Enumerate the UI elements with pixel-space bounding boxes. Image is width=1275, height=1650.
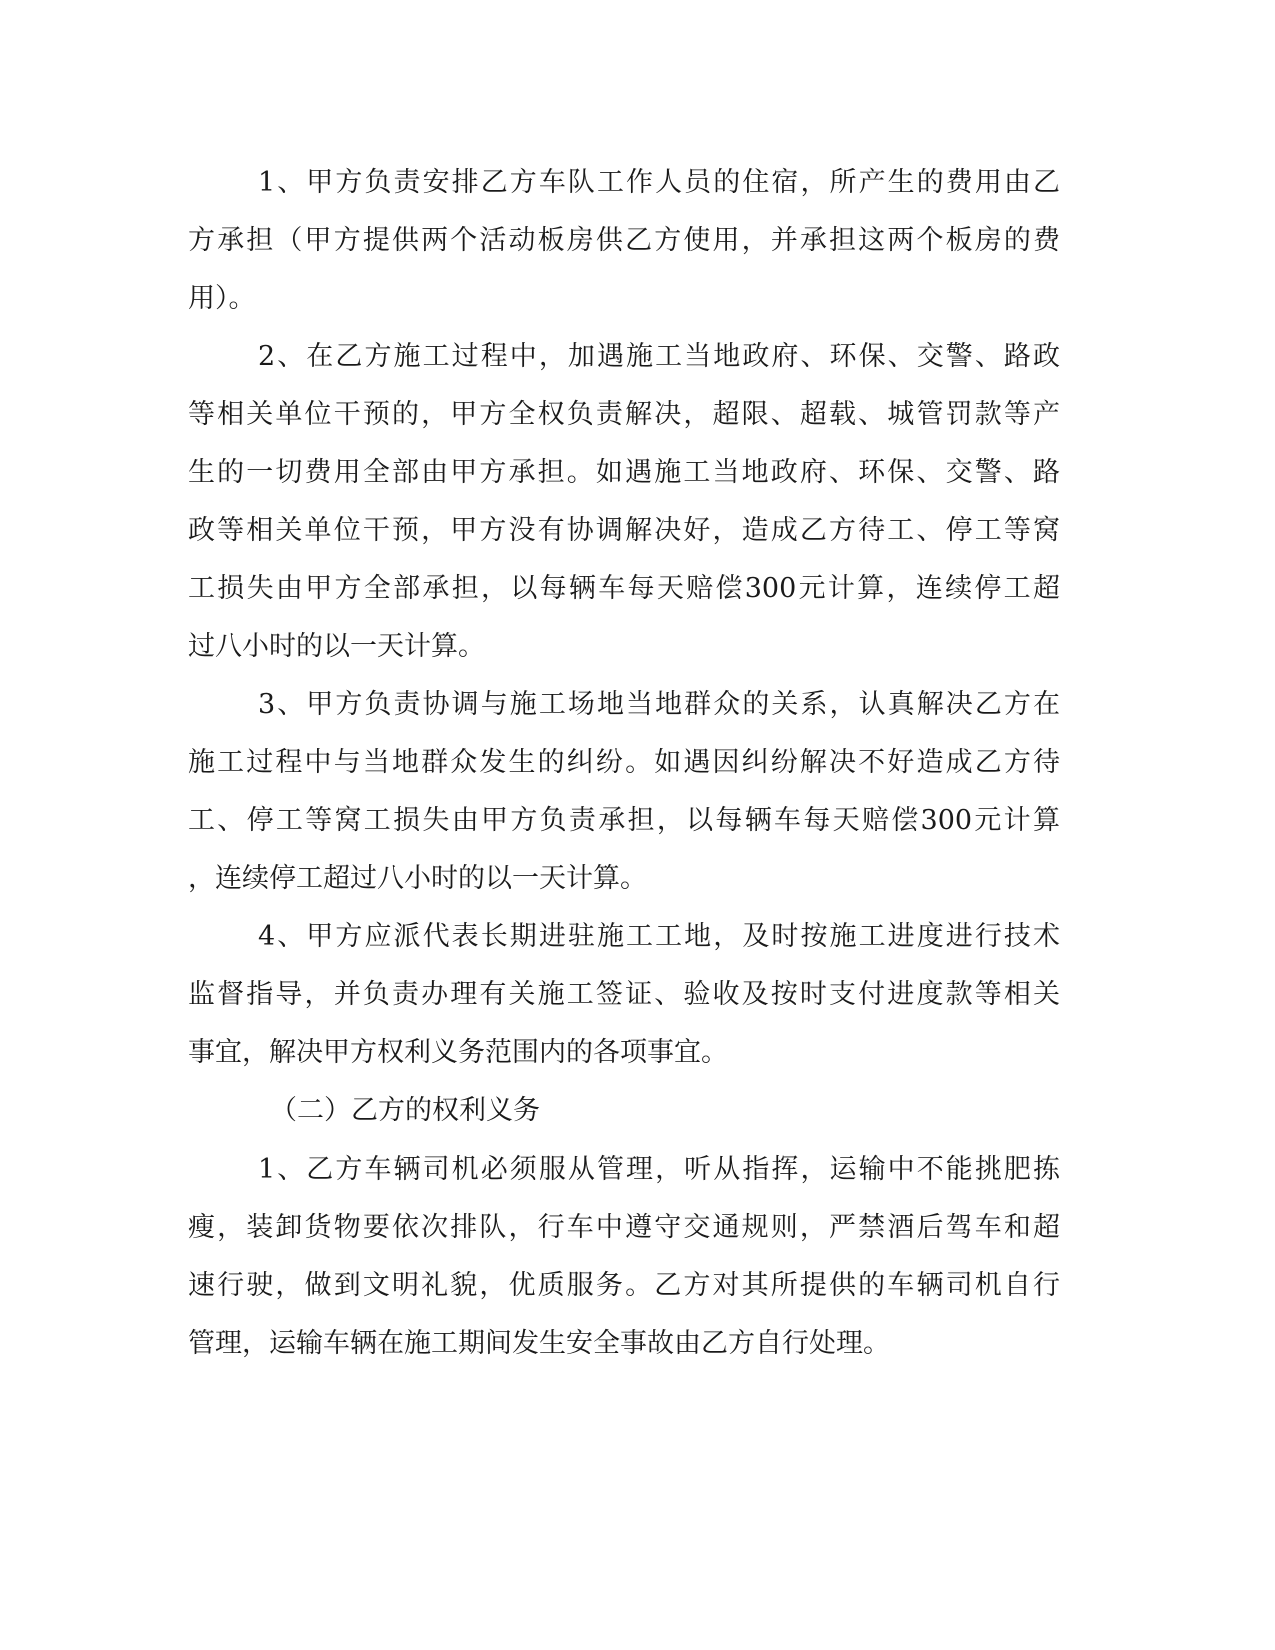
text-line: 工损失由甲方全部承担，以每辆车每天赔偿300元计算，连续停工超 [188,573,1060,604]
text-line: 等相关单位干预的，甲方全权负责解决，超限、超载、城管罚款等产 [188,399,1060,430]
text-line: 监督指导，并负责办理有关施工签证、验收及按时支付进度款等相关 [188,979,1060,1010]
text-line: 4、甲方应派代表长期进驻施工工地，及时按施工进度进行技术 [258,921,1060,952]
text-line: 用）。 [188,283,256,314]
text-line: 速行驶，做到文明礼貌，优质服务。乙方对其所提供的车辆司机自行 [188,1270,1060,1301]
text-line: 2、在乙方施工过程中，加遇施工当地政府、环保、交警、路政 [258,341,1060,372]
text-line: 1、甲方负责安排乙方车队工作人员的住宿，所产生的费用由乙 [258,167,1060,198]
text-line: 3、甲方负责协调与施工场地当地群众的关系，认真解决乙方在 [258,689,1060,720]
text-line: 事宜，解决甲方权利义务范围内的各项事宜。 [188,1037,728,1068]
text-line: 管理，运输车辆在施工期间发生安全事故由乙方自行处理。 [188,1328,890,1359]
text-line: 施工过程中与当地群众发生的纠纷。如遇因纠纷解决不好造成乙方待 [188,747,1060,778]
text-line: 生的一切费用全部由甲方承担。如遇施工当地政府、环保、交警、路 [188,457,1060,488]
text-line: 过八小时的以一天计算。 [188,631,485,662]
text-line: 1、乙方车辆司机必须服从管理，听从指挥，运输中不能挑肥拣 [258,1154,1060,1185]
text-line: 政等相关单位干预，甲方没有协调解决好，造成乙方待工、停工等窝 [188,515,1060,546]
text-line: 方承担（甲方提供两个活动板房供乙方使用，并承担这两个板房的费 [188,225,1060,256]
section-heading: （二）乙方的权利义务 [270,1095,540,1126]
text-line: 工、停工等窝工损失由甲方负责承担，以每辆车每天赔偿300元计算 [188,805,1060,836]
text-line: ，连续停工超过八小时的以一天计算。 [188,863,647,894]
text-line: 瘦，装卸货物要依次排队，行车中遵守交通规则，严禁酒后驾车和超 [188,1212,1060,1243]
